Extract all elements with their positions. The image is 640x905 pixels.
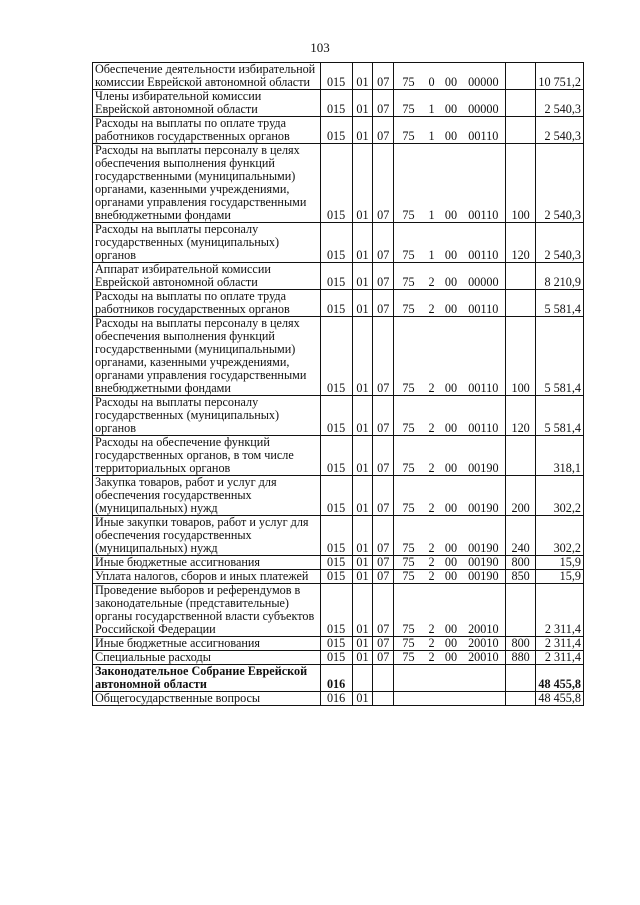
table-row bbox=[93, 90, 584, 117]
program-code: 75 bbox=[394, 436, 423, 476]
subsection-code: 07 bbox=[373, 90, 394, 117]
subprogram-code: 2 bbox=[423, 516, 440, 556]
expense-type-code: 120 bbox=[505, 396, 535, 436]
event-code: 00 bbox=[440, 263, 462, 290]
expense-type-code: 100 bbox=[505, 317, 535, 396]
subsection-code: 07 bbox=[373, 263, 394, 290]
program-code bbox=[394, 665, 423, 692]
section-code: 01 bbox=[352, 637, 373, 651]
amount-value: 8 210,9 bbox=[536, 263, 584, 290]
program-code: 75 bbox=[394, 584, 423, 637]
amount-value: 2 540,3 bbox=[536, 90, 584, 117]
event-code bbox=[440, 692, 462, 706]
ministry-code: 015 bbox=[320, 570, 352, 584]
row-name: Иные бюджетные ассигнования bbox=[93, 637, 321, 651]
program-code: 75 bbox=[394, 396, 423, 436]
table-row bbox=[93, 263, 584, 290]
amount-value: 2 540,3 bbox=[536, 117, 584, 144]
ministry-code: 015 bbox=[320, 637, 352, 651]
section-code: 01 bbox=[352, 317, 373, 396]
program-code: 75 bbox=[394, 223, 423, 263]
program-code: 75 bbox=[394, 637, 423, 651]
expense-type-code bbox=[505, 692, 535, 706]
direction-code: 20010 bbox=[462, 584, 506, 637]
subprogram-code: 1 bbox=[423, 144, 440, 223]
event-code: 00 bbox=[440, 556, 462, 570]
table-row bbox=[93, 692, 584, 706]
event-code: 00 bbox=[440, 63, 462, 90]
section-code: 01 bbox=[352, 290, 373, 317]
subsection-code bbox=[373, 692, 394, 706]
direction-code: 00190 bbox=[462, 570, 506, 584]
ministry-code: 015 bbox=[320, 556, 352, 570]
direction-code: 00190 bbox=[462, 436, 506, 476]
section-code: 01 bbox=[352, 144, 373, 223]
section-code: 01 bbox=[352, 692, 373, 706]
direction-code: 00110 bbox=[462, 144, 506, 223]
ministry-code: 015 bbox=[320, 584, 352, 637]
event-code: 00 bbox=[440, 90, 462, 117]
expense-type-code bbox=[505, 117, 535, 144]
event-code: 00 bbox=[440, 117, 462, 144]
event-code: 00 bbox=[440, 476, 462, 516]
subprogram-code: 2 bbox=[423, 584, 440, 637]
subprogram-code: 2 bbox=[423, 263, 440, 290]
row-name: Члены избирательной комиссии Еврейской автономной области bbox=[93, 90, 321, 117]
subsection-code: 07 bbox=[373, 396, 394, 436]
subprogram-code bbox=[423, 692, 440, 706]
subprogram-code: 2 bbox=[423, 651, 440, 665]
subprogram-code: 2 bbox=[423, 570, 440, 584]
subprogram-code: 2 bbox=[423, 317, 440, 396]
event-code: 00 bbox=[440, 584, 462, 637]
amount-value: 318,1 bbox=[536, 436, 584, 476]
table-row bbox=[93, 396, 584, 436]
expense-type-code: 850 bbox=[505, 570, 535, 584]
row-name: Расходы на выплаты персоналу в целях обеспечения выполнения функций государственными (муниципальными) органами, казенными учреждениями, органами управления государственными внебюджетными фондами bbox=[93, 317, 321, 396]
program-code: 75 bbox=[394, 263, 423, 290]
direction-code: 00190 bbox=[462, 556, 506, 570]
row-name: Расходы на выплаты персоналу государственных (муниципальных) органов bbox=[93, 223, 321, 263]
subsection-code: 07 bbox=[373, 144, 394, 223]
subprogram-code: 2 bbox=[423, 436, 440, 476]
section-code: 01 bbox=[352, 516, 373, 556]
table-row bbox=[93, 63, 584, 90]
amount-value: 5 581,4 bbox=[536, 290, 584, 317]
direction-code bbox=[462, 692, 506, 706]
amount-value: 302,2 bbox=[536, 476, 584, 516]
ministry-code: 015 bbox=[320, 144, 352, 223]
row-name: Иные бюджетные ассигнования bbox=[93, 556, 321, 570]
event-code: 00 bbox=[440, 144, 462, 223]
program-code: 75 bbox=[394, 63, 423, 90]
direction-code: 00190 bbox=[462, 476, 506, 516]
program-code: 75 bbox=[394, 476, 423, 516]
expense-type-code: 800 bbox=[505, 556, 535, 570]
subsection-code: 07 bbox=[373, 436, 394, 476]
row-name: Расходы на выплаты персоналу в целях обеспечения выполнения функций государственными (муниципальными) органами, казенными учреждениями, органами управления государственными внебюджетными фондами bbox=[93, 144, 321, 223]
subsection-code: 07 bbox=[373, 317, 394, 396]
subsection-code: 07 bbox=[373, 117, 394, 144]
event-code: 00 bbox=[440, 570, 462, 584]
table-row bbox=[93, 651, 584, 665]
subprogram-code: 2 bbox=[423, 637, 440, 651]
ministry-code: 015 bbox=[320, 317, 352, 396]
subsection-code: 07 bbox=[373, 570, 394, 584]
expense-type-code: 200 bbox=[505, 476, 535, 516]
amount-value: 2 311,4 bbox=[536, 637, 584, 651]
ministry-code: 015 bbox=[320, 436, 352, 476]
ministry-code: 015 bbox=[320, 396, 352, 436]
ministry-code: 015 bbox=[320, 516, 352, 556]
budget-table bbox=[92, 62, 584, 706]
expense-type-code: 120 bbox=[505, 223, 535, 263]
section-code: 01 bbox=[352, 117, 373, 144]
amount-value: 2 540,3 bbox=[536, 144, 584, 223]
subprogram-code: 1 bbox=[423, 223, 440, 263]
expense-type-code bbox=[505, 263, 535, 290]
expense-type-code: 880 bbox=[505, 651, 535, 665]
row-name: Расходы на выплаты персоналу государственных (муниципальных) органов bbox=[93, 396, 321, 436]
direction-code: 00000 bbox=[462, 63, 506, 90]
row-name: Специальные расходы bbox=[93, 651, 321, 665]
program-code: 75 bbox=[394, 117, 423, 144]
table-row bbox=[93, 144, 584, 223]
expense-type-code: 100 bbox=[505, 144, 535, 223]
section-code: 01 bbox=[352, 63, 373, 90]
subsection-code: 07 bbox=[373, 651, 394, 665]
event-code: 00 bbox=[440, 223, 462, 263]
table-row bbox=[93, 584, 584, 637]
amount-value: 2 311,4 bbox=[536, 584, 584, 637]
amount-value: 15,9 bbox=[536, 570, 584, 584]
section-code: 01 bbox=[352, 651, 373, 665]
subprogram-code bbox=[423, 665, 440, 692]
row-name: Обеспечение деятельности избирательной комиссии Еврейской автономной области bbox=[93, 63, 321, 90]
program-code: 75 bbox=[394, 556, 423, 570]
direction-code: 20010 bbox=[462, 637, 506, 651]
amount-value: 5 581,4 bbox=[536, 317, 584, 396]
table-row bbox=[93, 290, 584, 317]
event-code: 00 bbox=[440, 651, 462, 665]
amount-value: 10 751,2 bbox=[536, 63, 584, 90]
table-row bbox=[93, 570, 584, 584]
expense-type-code bbox=[505, 63, 535, 90]
program-code: 75 bbox=[394, 317, 423, 396]
row-name: Расходы на выплаты по оплате труда работников государственных органов bbox=[93, 117, 321, 144]
section-code: 01 bbox=[352, 223, 373, 263]
page-number: 103 bbox=[310, 40, 330, 55]
program-code: 75 bbox=[394, 144, 423, 223]
event-code: 00 bbox=[440, 637, 462, 651]
amount-value: 48 455,8 bbox=[536, 665, 584, 692]
ministry-code: 015 bbox=[320, 223, 352, 263]
subsection-code: 07 bbox=[373, 223, 394, 263]
ministry-code: 016 bbox=[320, 692, 352, 706]
ministry-code: 015 bbox=[320, 90, 352, 117]
row-name: Закупка товаров, работ и услуг для обеспечения государственных (муниципальных) нужд bbox=[93, 476, 321, 516]
direction-code bbox=[462, 665, 506, 692]
event-code: 00 bbox=[440, 516, 462, 556]
subsection-code: 07 bbox=[373, 584, 394, 637]
program-code bbox=[394, 692, 423, 706]
ministry-code: 015 bbox=[320, 651, 352, 665]
direction-code: 00110 bbox=[462, 290, 506, 317]
event-code: 00 bbox=[440, 317, 462, 396]
subsection-code: 07 bbox=[373, 516, 394, 556]
ministry-code: 015 bbox=[320, 263, 352, 290]
subsection-code: 07 bbox=[373, 556, 394, 570]
event-code: 00 bbox=[440, 436, 462, 476]
program-code: 75 bbox=[394, 570, 423, 584]
table-row bbox=[93, 476, 584, 516]
table-row bbox=[93, 436, 584, 476]
amount-value: 5 581,4 bbox=[536, 396, 584, 436]
subprogram-code: 2 bbox=[423, 290, 440, 317]
row-name: Общегосударственные вопросы bbox=[93, 692, 321, 706]
direction-code: 00190 bbox=[462, 516, 506, 556]
ministry-code: 015 bbox=[320, 117, 352, 144]
amount-value: 48 455,8 bbox=[536, 692, 584, 706]
table-row bbox=[93, 223, 584, 263]
section-code: 01 bbox=[352, 436, 373, 476]
direction-code: 00110 bbox=[462, 117, 506, 144]
table-row bbox=[93, 637, 584, 651]
table-row bbox=[93, 556, 584, 570]
subsection-code bbox=[373, 665, 394, 692]
ministry-code: 015 bbox=[320, 290, 352, 317]
direction-code: 00110 bbox=[462, 317, 506, 396]
section-code: 01 bbox=[352, 570, 373, 584]
subprogram-code: 2 bbox=[423, 396, 440, 436]
section-code: 01 bbox=[352, 263, 373, 290]
direction-code: 20010 bbox=[462, 651, 506, 665]
program-code: 75 bbox=[394, 90, 423, 117]
subprogram-code: 0 bbox=[423, 63, 440, 90]
subprogram-code: 1 bbox=[423, 90, 440, 117]
subprogram-code: 1 bbox=[423, 117, 440, 144]
row-name: Уплата налогов, сборов и иных платежей bbox=[93, 570, 321, 584]
direction-code: 00000 bbox=[462, 90, 506, 117]
direction-code: 00110 bbox=[462, 223, 506, 263]
section-code: 01 bbox=[352, 90, 373, 117]
subsection-code: 07 bbox=[373, 637, 394, 651]
subprogram-code: 2 bbox=[423, 476, 440, 516]
ministry-code: 015 bbox=[320, 476, 352, 516]
amount-value: 2 311,4 bbox=[536, 651, 584, 665]
amount-value: 302,2 bbox=[536, 516, 584, 556]
subsection-code: 07 bbox=[373, 290, 394, 317]
subsection-code: 07 bbox=[373, 476, 394, 516]
expense-type-code bbox=[505, 436, 535, 476]
table-row bbox=[93, 516, 584, 556]
expense-type-code bbox=[505, 665, 535, 692]
section-code: 01 bbox=[352, 476, 373, 516]
expense-type-code: 240 bbox=[505, 516, 535, 556]
row-name: Законодательное Собрание Еврейской автономной области bbox=[93, 665, 321, 692]
program-code: 75 bbox=[394, 516, 423, 556]
row-name: Проведение выборов и референдумов в законодательные (представительные) органы государственной власти субъектов Российской Федерации bbox=[93, 584, 321, 637]
event-code: 00 bbox=[440, 290, 462, 317]
program-code: 75 bbox=[394, 651, 423, 665]
row-name: Расходы на обеспечение функций государственных органов, в том числе территориальных органов bbox=[93, 436, 321, 476]
amount-value: 15,9 bbox=[536, 556, 584, 570]
row-name: Иные закупки товаров, работ и услуг для обеспечения государственных (муниципальных) нужд bbox=[93, 516, 321, 556]
expense-type-code bbox=[505, 90, 535, 117]
table-row bbox=[93, 317, 584, 396]
table-row bbox=[93, 117, 584, 144]
direction-code: 00110 bbox=[462, 396, 506, 436]
ministry-code: 015 bbox=[320, 63, 352, 90]
table-row bbox=[93, 665, 584, 692]
section-code: 01 bbox=[352, 584, 373, 637]
expense-type-code bbox=[505, 290, 535, 317]
event-code bbox=[440, 665, 462, 692]
direction-code: 00000 bbox=[462, 263, 506, 290]
section-code: 01 bbox=[352, 556, 373, 570]
expense-type-code: 800 bbox=[505, 637, 535, 651]
section-code bbox=[352, 665, 373, 692]
row-name: Расходы на выплаты по оплате труда работников государственных органов bbox=[93, 290, 321, 317]
subprogram-code: 2 bbox=[423, 556, 440, 570]
ministry-code: 016 bbox=[320, 665, 352, 692]
subsection-code: 07 bbox=[373, 63, 394, 90]
program-code: 75 bbox=[394, 290, 423, 317]
event-code: 00 bbox=[440, 396, 462, 436]
amount-value: 2 540,3 bbox=[536, 223, 584, 263]
row-name: Аппарат избирательной комиссии Еврейской автономной области bbox=[93, 263, 321, 290]
section-code: 01 bbox=[352, 396, 373, 436]
expense-type-code bbox=[505, 584, 535, 637]
